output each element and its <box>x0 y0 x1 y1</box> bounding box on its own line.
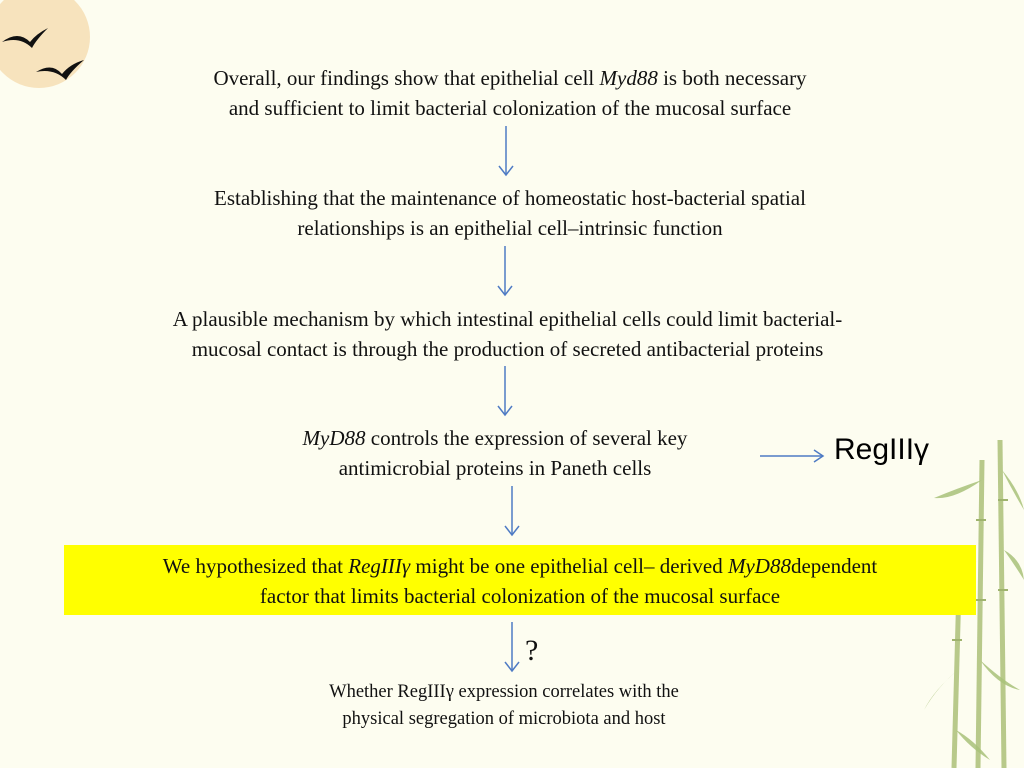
step-1-text-b: is both necessary <box>657 66 807 90</box>
step-1-text <box>90 63 930 123</box>
final-question-text <box>234 679 774 733</box>
down-arrow-2 <box>495 246 515 298</box>
final-text-line1: Whether RegIIIγ expression correlates with the <box>329 682 679 702</box>
step-1-gene: Myd88 <box>599 66 658 90</box>
step-4-text-a: controls the expression of several key <box>365 426 688 450</box>
final-text-line2: physical segregation of microbiota and host <box>342 709 666 729</box>
step-4-gene: MyD88 <box>302 426 366 450</box>
birds-icon <box>0 20 100 90</box>
down-arrow-3 <box>495 366 515 418</box>
down-arrow-4 <box>502 486 522 538</box>
step-2-text <box>60 183 960 243</box>
regiii-gamma-label: RegIIIγ <box>834 433 930 466</box>
question-mark: ? <box>525 634 539 667</box>
hypothesis-text-c: dependent <box>790 554 878 578</box>
right-arrow <box>760 448 826 464</box>
hypothesis-text-b: might be one epithelial cell– derived <box>410 554 728 578</box>
step-1-text-a: Overall, our findings show that epithelial cell <box>213 66 600 90</box>
step-3-text-line1: A plausible mechanism by which intestinal epithelial cells could limit bacterial- <box>172 307 843 331</box>
step-3-text <box>40 304 975 364</box>
hypothesis-text-line2: factor that limits bacterial colonization of the mucosal surface <box>259 584 781 608</box>
hypothesis-text <box>64 551 976 611</box>
step-1-text-line2: and sufficient to limit bacterial colonization of the mucosal surface <box>228 96 792 120</box>
step-4-text <box>210 423 780 483</box>
down-arrow-1 <box>496 126 516 178</box>
down-arrow-5 <box>502 622 522 674</box>
hypothesis-gene-2: MyD88 <box>727 554 791 578</box>
step-2-text-line1: Establishing that the maintenance of homeostatic host-bacterial spatial <box>214 186 806 210</box>
step-3-text-line2: mucosal contact is through the production of secreted antibacterial proteins <box>191 337 824 361</box>
step-4-text-line2: antimicrobial proteins in Paneth cells <box>338 456 652 480</box>
step-2-text-line2: relationships is an epithelial cell–intrinsic function <box>297 216 723 240</box>
hypothesis-text-a: We hypothesized that <box>162 554 349 578</box>
hypothesis-gene-1: RegIIIγ <box>348 554 411 578</box>
